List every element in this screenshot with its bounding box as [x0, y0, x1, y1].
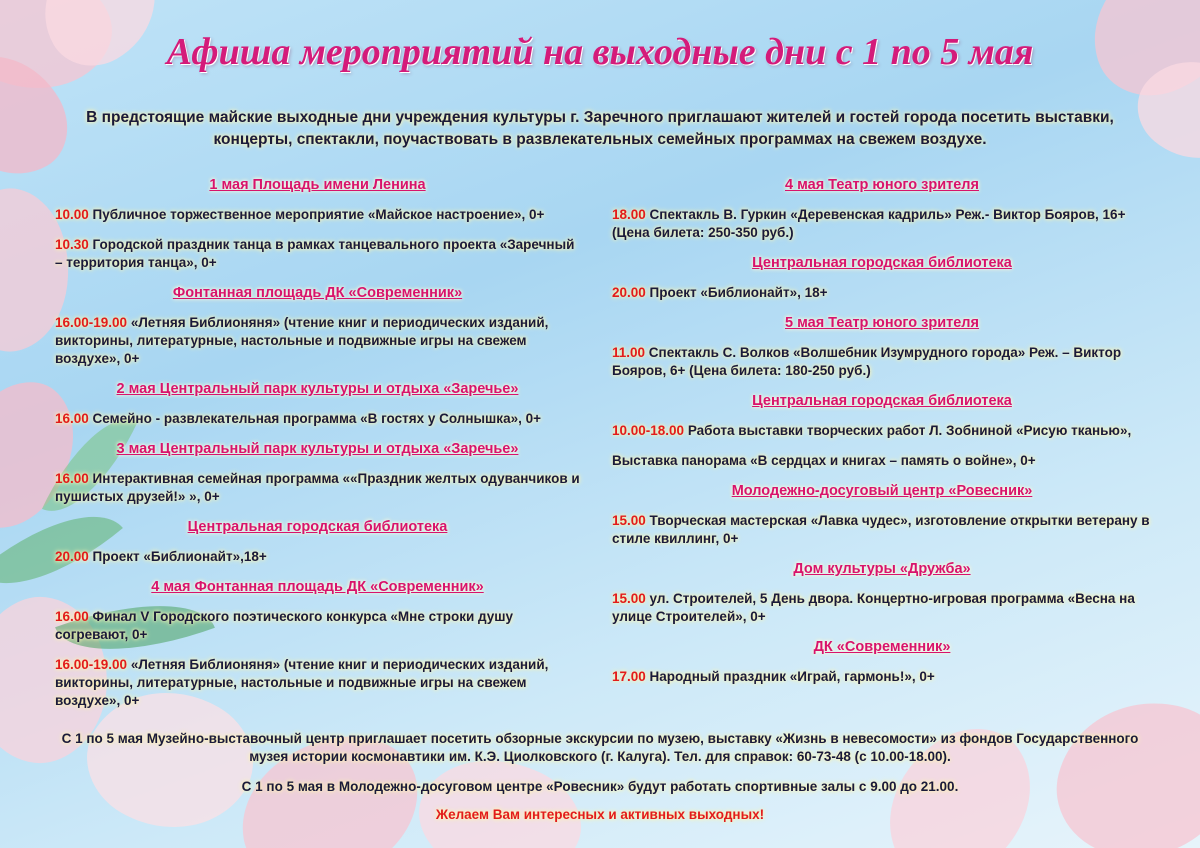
- event-time: 16.00-19.00: [55, 657, 128, 672]
- event-time: 16.00: [55, 609, 89, 624]
- right-column: [612, 176, 1152, 698]
- venue-heading: Центральная городская библиотека: [752, 393, 1012, 409]
- event-item: [55, 410, 580, 428]
- event-item: [55, 656, 580, 710]
- museum-note: С 1 по 5 мая Музейно-выставочный центр приглашает посетить обзорные экскурсии по музею, выставку «Жизнь в невесомости» из фондов Государственного музея истории космонавтики им. К.Э. Циолковского (г. Калуга). Тел. для справок: 60-73-48 (с 10.00-18.00).: [61, 731, 1139, 764]
- event-item: [612, 512, 1152, 548]
- event-time: 10.00: [55, 207, 89, 222]
- page-title: Афиша мероприятий на выходные дни с 1 по 5 мая: [166, 31, 1034, 73]
- event-time: 17.00: [612, 669, 646, 684]
- event-item: [612, 284, 1152, 302]
- event-description: Спектакль В. Гуркин «Деревенская кадриль» Реж.- Виктор Бояров, 16+ (Цена билета: 250-350 руб.): [612, 207, 1126, 240]
- venue-heading: 4 мая Фонтанная площадь ДК «Современник»: [151, 579, 484, 595]
- venue-heading: 2 мая Центральный парк культуры и отдыха «Заречье»: [116, 381, 519, 397]
- venue-heading: Центральная городская библиотека: [752, 255, 1012, 271]
- event-description: Творческая мастерская «Лавка чудес», изготовление открытки ветерану в стиле квиллинг, 0+: [612, 513, 1150, 546]
- venue-heading: Дом культуры «Дружба»: [793, 561, 971, 577]
- event-time: 16.00: [55, 411, 89, 426]
- event-time: 20.00: [612, 285, 646, 300]
- event-item: [55, 236, 580, 272]
- event-item: [612, 668, 1152, 686]
- venue-heading: Молодежно-досуговый центр «Ровесник»: [731, 483, 1033, 499]
- venue-heading: 3 мая Центральный парк культуры и отдыха «Заречье»: [116, 441, 519, 457]
- event-item: [612, 344, 1152, 380]
- venue-heading: 4 мая Театр юного зрителя: [785, 177, 979, 193]
- event-item: [612, 206, 1152, 242]
- event-time: 20.00: [55, 549, 89, 564]
- event-time: 18.00: [612, 207, 646, 222]
- venue-heading: 1 мая Площадь имени Ленина: [209, 177, 426, 193]
- event-description: «Летняя Библионяня» (чтение книг и периодических изданий, викторины, литературные, настольные и подвижные игры на свежем воздухе», 0+: [55, 315, 549, 366]
- event-item: [55, 608, 580, 644]
- event-item: [55, 206, 580, 224]
- event-description: Интерактивная семейная программа ««Праздник желтых одуванчиков и пушистых друзей!» », 0+: [55, 471, 580, 504]
- event-time: 16.00: [55, 471, 89, 486]
- event-item: [612, 590, 1152, 626]
- sport-note: С 1 по 5 мая в Молодежно-досуговом центре «Ровесник» будут работать спортивные залы с 9.00 до 21.00.: [241, 779, 959, 794]
- venue-heading: Фонтанная площадь ДК «Современник»: [172, 285, 463, 301]
- event-description: Работа выставки творческих работ Л. Зобниной «Рисую тканью»,: [684, 423, 1132, 438]
- event-description: Проект «Библионайт», 18+: [645, 285, 828, 300]
- event-time: 11.00: [612, 345, 646, 360]
- event-description: «Летняя Библионяня» (чтение книг и периодических изданий, викторины, литературные, настольные и подвижные игры на свежем воздухе», 0+: [55, 657, 549, 708]
- event-description: Выставка панорама «В сердцах и книгах – память о войне», 0+: [612, 453, 1036, 468]
- event-description: ул. Строителей, 5 День двора. Концертно-игровая программа «Весна на улице Строителей», 0+: [612, 591, 1135, 624]
- event-item: [55, 470, 580, 506]
- intro-text: В предстоящие майские выходные дни учреждения культуры г. Заречного приглашают жителей и гостей города посетить выставки, концерты, спектакли, поучаствовать в развлекательных семейных программах на свежем воздухе.: [86, 109, 1114, 148]
- event-item: [55, 548, 580, 566]
- event-time: 15.00: [612, 513, 646, 528]
- venue-heading: 5 мая Театр юного зрителя: [785, 315, 979, 331]
- event-description: Семейно - развлекательная программа «В гостях у Солнышка», 0+: [88, 411, 541, 426]
- event-time: 16.00-19.00: [55, 315, 128, 330]
- left-column: [55, 176, 580, 722]
- venue-heading: Центральная городская библиотека: [187, 519, 448, 535]
- event-description: Финал V Городского поэтического конкурса «Мне строки душу согревают, 0+: [55, 609, 514, 642]
- event-time: 10.00-18.00: [612, 423, 685, 438]
- event-description: Публичное торжественное мероприятие «Майское настроение», 0+: [88, 207, 545, 222]
- event-description: Народный праздник «Играй, гармонь!», 0+: [645, 669, 935, 684]
- event-item: [612, 422, 1152, 440]
- venue-heading: ДК «Современник»: [813, 639, 951, 655]
- event-item: [612, 452, 1152, 470]
- event-description: Городской праздник танца в рамках танцевального проекта «Заречный – территория танца», 0+: [55, 237, 575, 270]
- event-time: 10.30: [55, 237, 89, 252]
- event-item: [55, 314, 580, 368]
- event-time: 15.00: [612, 591, 646, 606]
- event-description: Проект «Библионайт»,18+: [88, 549, 267, 564]
- closing-wish: Желаем Вам интересных и активных выходных!: [435, 807, 765, 822]
- event-description: Спектакль С. Волков «Волшебник Изумрудного города» Реж. – Виктор Бояров, 6+ (Цена билета: 180-250 руб.): [612, 345, 1122, 378]
